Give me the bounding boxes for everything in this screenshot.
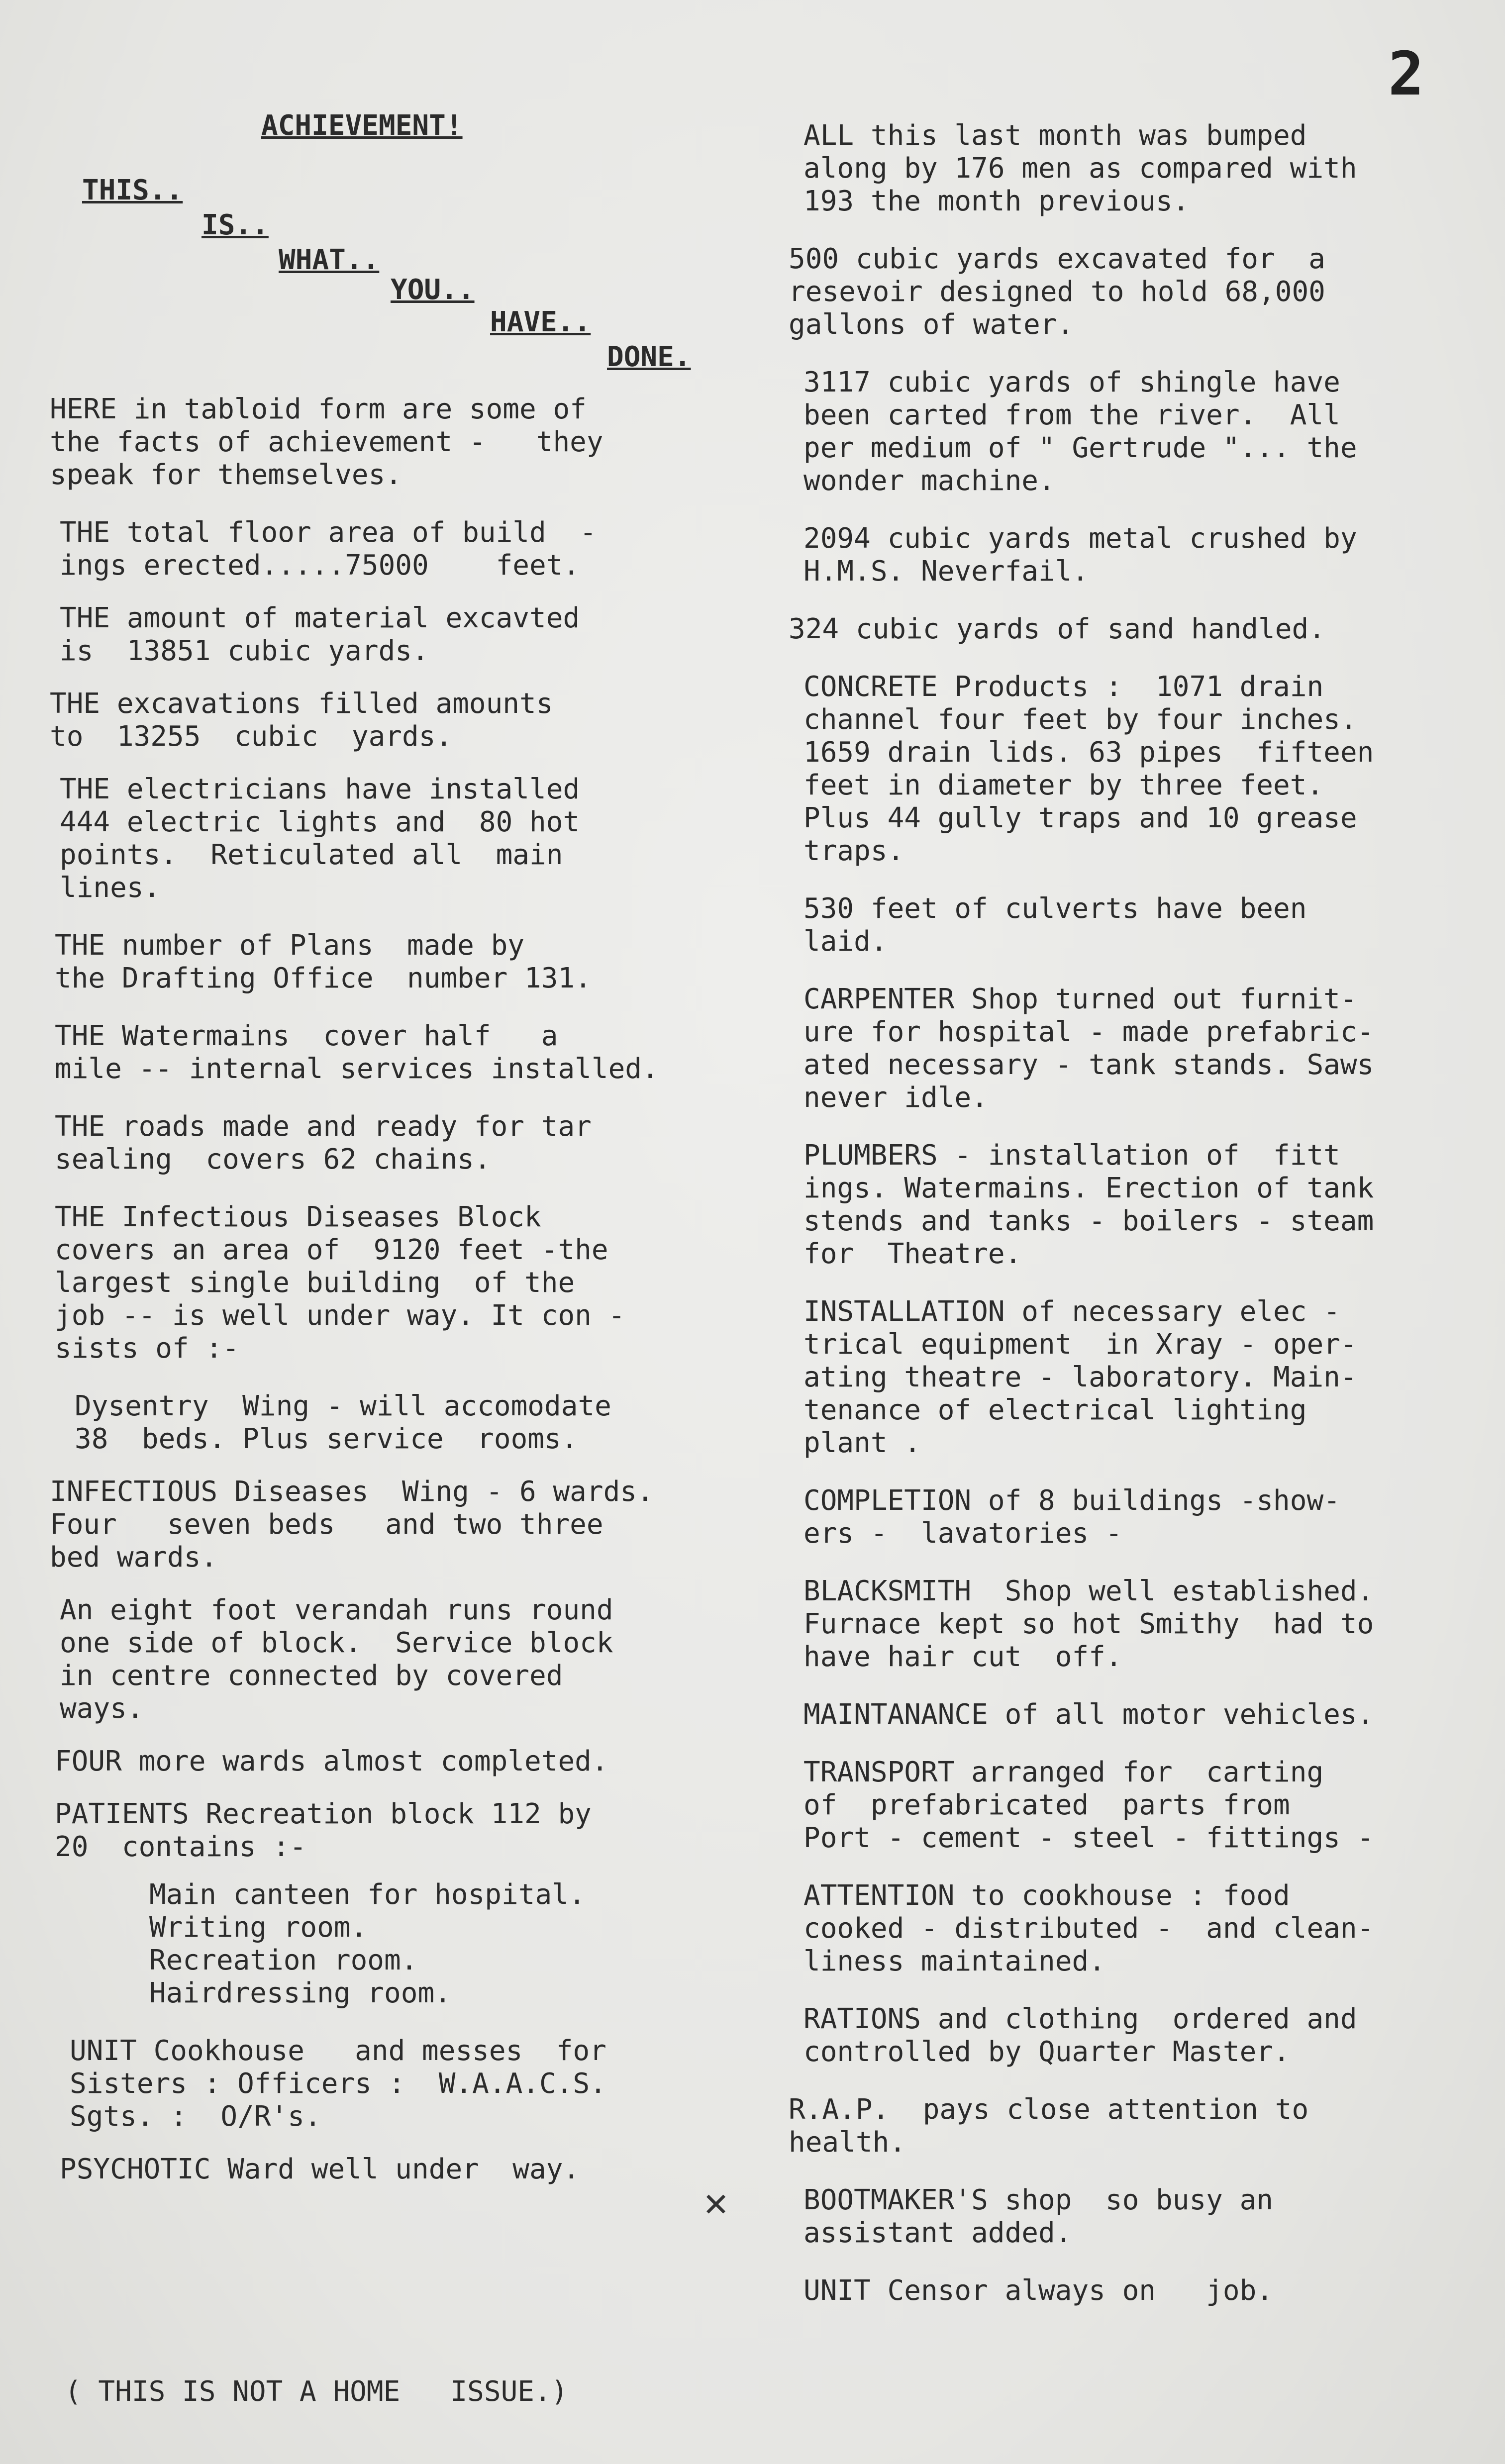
title-word-2: IS.. bbox=[201, 209, 269, 241]
list-item: Writing room. bbox=[149, 1911, 368, 1944]
paragraph: THE Watermains cover half a mile -- internal services installed. bbox=[55, 1020, 659, 1085]
paragraph: ATTENTION to cookhouse : food cooked - distributed - and clean- liness maintained. bbox=[803, 1879, 1374, 1977]
title-word-5: HAVE.. bbox=[490, 306, 591, 338]
paragraph: FOUR more wards almost completed. bbox=[55, 1745, 608, 1777]
paragraph: RATIONS and clothing ordered and controlled by Quarter Master. bbox=[803, 2003, 1357, 2068]
paragraph: 2094 cubic yards metal crushed by H.M.S. Neverfail. bbox=[803, 522, 1357, 588]
title-block bbox=[82, 109, 729, 378]
paragraph: 324 cubic yards of sand handled. bbox=[789, 613, 1325, 645]
paragraph: HERE in tabloid form are some of the facts of achievement - they speak for themselves. bbox=[50, 393, 603, 491]
list-item: Recreation room. bbox=[149, 1944, 418, 1976]
paragraph: THE amount of material excavted is 13851 cubic yards. bbox=[60, 602, 580, 667]
paragraph: 3117 cubic yards of shingle have been carted from the river. All per medium of " Gertrude "... the wonder machine. bbox=[803, 366, 1357, 497]
paragraph: PATIENTS Recreation block 112 by 20 contains :- bbox=[55, 1798, 592, 1863]
paragraph: R.A.P. pays close attention to health. bbox=[789, 2093, 1309, 2159]
paragraph: BLACKSMITH Shop well established. Furnace kept so hot Smithy had to have hair cut off. bbox=[803, 1575, 1374, 1673]
paragraph: INFECTIOUS Diseases Wing - 6 wards. Four seven beds and two three bed wards. bbox=[50, 1476, 654, 1574]
paragraph: THE total floor area of build - ings erected.....75000 feet. bbox=[60, 516, 597, 582]
right-column bbox=[789, 119, 1470, 2307]
paragraph: TRANSPORT arranged for carting of prefabricated parts from Port - cement - steel - fittings - bbox=[803, 1756, 1374, 1854]
paragraph: THE number of Plans made by the Drafting Office number 131. bbox=[55, 929, 592, 994]
title-word-3: WHAT.. bbox=[279, 244, 380, 276]
paragraph: MAINTANANCE of all motor vehicles. bbox=[803, 1698, 1374, 1731]
title-word-6: DONE. bbox=[607, 341, 691, 373]
list-item: Main canteen for hospital. bbox=[149, 1878, 586, 1911]
left-column bbox=[50, 393, 716, 2186]
paragraph: THE excavations filled amounts to 13255 cubic yards. bbox=[50, 688, 553, 753]
paragraph: PLUMBERS - installation of fitt ings. Watermains. Erection of tank stends and tanks - boilers - steam for Theatre. bbox=[803, 1139, 1374, 1270]
paragraph: An eight foot verandah runs round one side of block. Service block in centre connected by covered ways. bbox=[60, 1594, 613, 1725]
pen-mark: ✕ bbox=[704, 2179, 728, 2225]
title-word-1: THIS.. bbox=[82, 174, 183, 206]
paragraph: CONCRETE Products : 1071 drain channel four feet by four inches. 1659 drain lids. 63 pipes fifteen feet in diameter by three feet. Plus 44 gully traps and 10 grease traps. bbox=[803, 671, 1374, 867]
recreation-room-list bbox=[50, 1878, 716, 2010]
paragraph: Dysentry Wing - will accomodate 38 beds. Plus service rooms. bbox=[75, 1390, 611, 1455]
paragraph: COMPLETION of 8 buildings -show- ers - lavatories - bbox=[803, 1484, 1340, 1550]
paragraph: CARPENTER Shop turned out furnit- ure for hospital - made prefabric- ated necessary - tank stands. Saws never idle. bbox=[803, 983, 1374, 1114]
paragraph: UNIT Censor always on job. bbox=[803, 2274, 1274, 2307]
paragraph: 530 feet of culverts have been laid. bbox=[803, 892, 1307, 958]
main-title: ACHIEVEMENT! bbox=[261, 109, 463, 142]
paragraph: 500 cubic yards excavated for a resevoir designed to hold 68,000 gallons of water. bbox=[789, 243, 1325, 341]
paragraph: INSTALLATION of necessary elec - trical equipment in Xray - oper- ating theatre - laboratory. Main- tenance of electrical lighting plant . bbox=[803, 1295, 1357, 1459]
paragraph: THE Infectious Diseases Block covers an area of 9120 feet -the largest single building of the job -- is well under way. It con - sists of :- bbox=[55, 1201, 625, 1365]
paragraph: UNIT Cookhouse and messes for Sisters : Officers : W.A.A.C.S. Sgts. : O/R's. bbox=[70, 2035, 606, 2133]
paragraph: THE electricians have installed 444 electric lights and 80 hot points. Reticulated all main lines. bbox=[60, 773, 580, 904]
paragraph: ALL this last month was bumped along by 176 men as compared with 193 the month previous. bbox=[803, 119, 1357, 217]
title-word-4: YOU.. bbox=[391, 274, 475, 306]
page-number: 2 bbox=[1388, 40, 1424, 109]
list-item: Hairdressing room. bbox=[149, 1977, 451, 2009]
paragraph: BOOTMAKER'S shop so busy an assistant added. bbox=[803, 2184, 1274, 2249]
footer-note: ( THIS IS NOT A HOME ISSUE.) bbox=[65, 2375, 568, 2408]
paragraph: PSYCHOTIC Ward well under way. bbox=[60, 2153, 580, 2185]
paragraph: THE roads made and ready for tar sealing covers 62 chains. bbox=[55, 1110, 592, 1176]
